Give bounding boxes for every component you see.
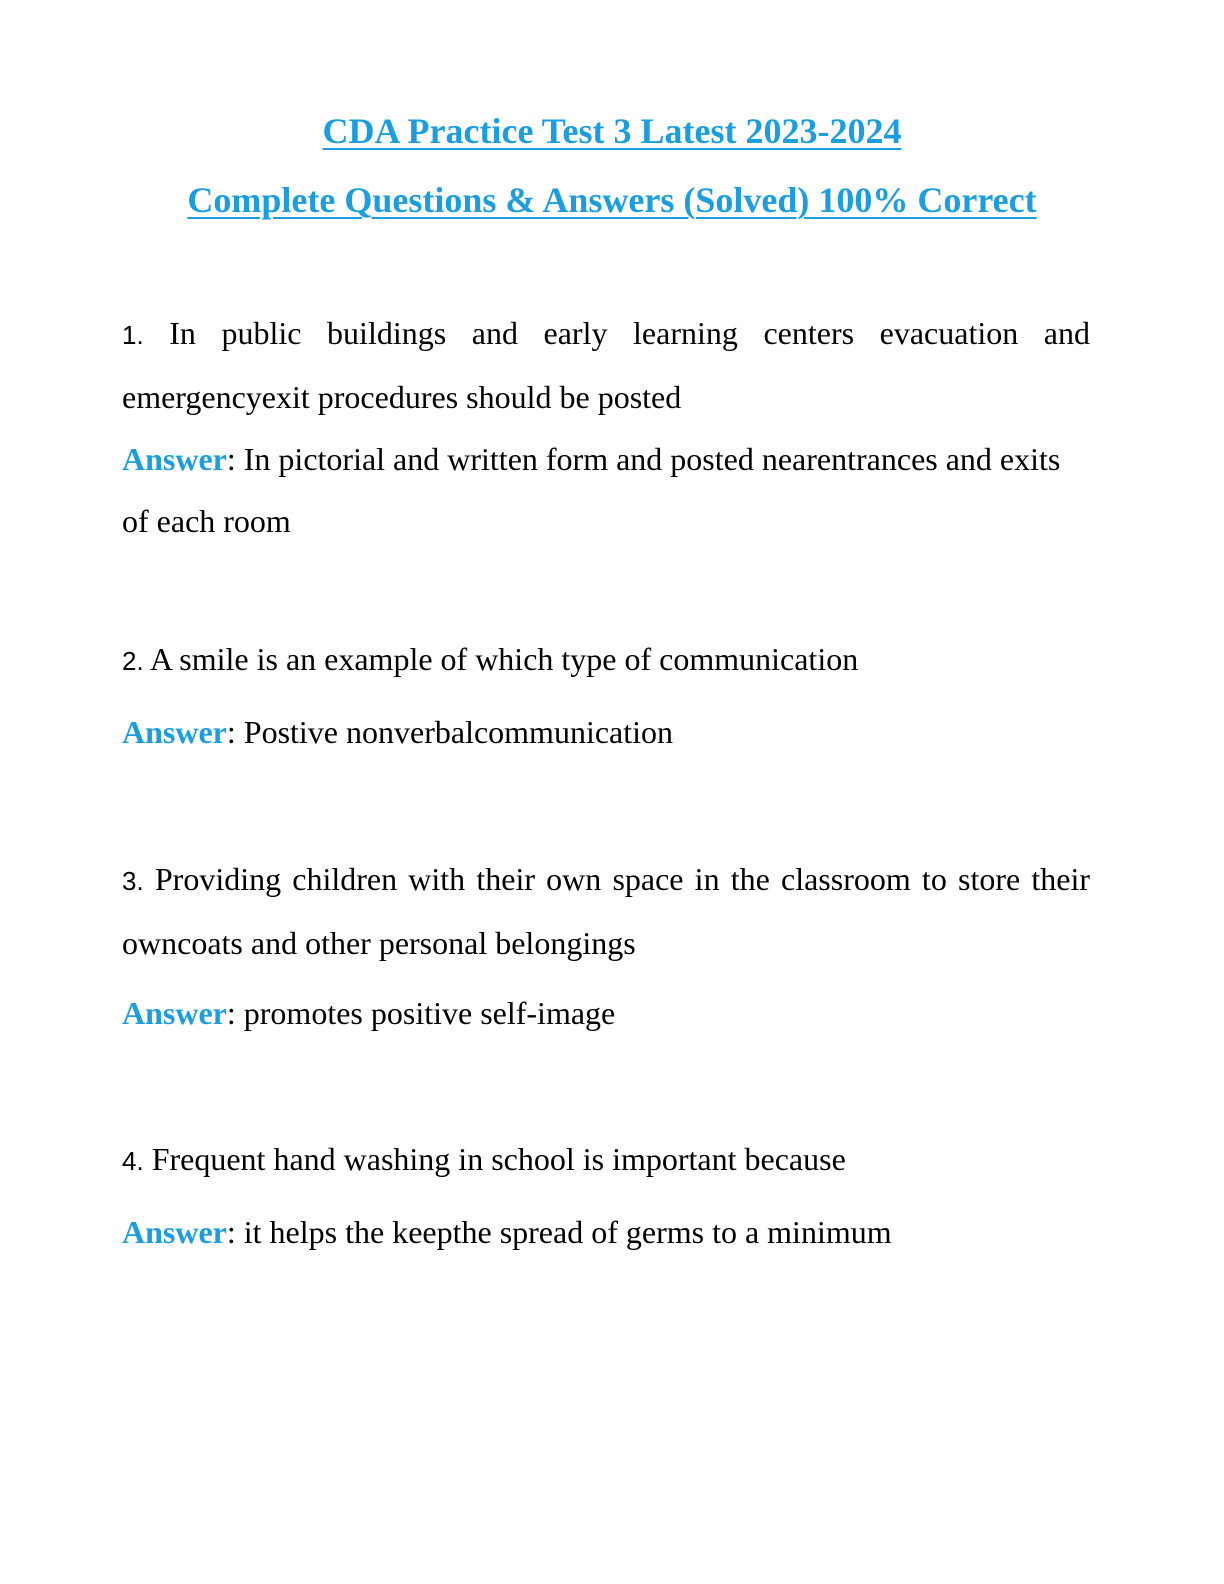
answer-separator: :	[226, 995, 244, 1031]
question-text: Frequent hand washing in school is important because	[151, 1141, 846, 1177]
answer-text: In pictorial and written form and posted nearentrances and exits of each room	[122, 441, 1061, 539]
answer-3	[122, 982, 1090, 1044]
question-1	[122, 302, 1090, 428]
answer-separator: :	[226, 1214, 244, 1250]
question-number: 1.	[122, 320, 144, 350]
answer-label: Answer	[122, 441, 227, 477]
question-number: 3.	[122, 866, 144, 896]
question-2	[122, 628, 1090, 692]
document-title-line-1: CDA Practice Test 3 Latest 2023-2024	[322, 111, 902, 151]
answer-2	[122, 701, 1090, 763]
answer-separator: :	[226, 441, 244, 477]
answer-text: it helps the keepthe spread of germs to a minimum	[243, 1214, 892, 1250]
answer-label: Answer	[122, 1214, 227, 1250]
answer-label: Answer	[122, 995, 227, 1031]
question-text: Providing children with their own space in the classroom to store their owncoats and other personal belongings	[122, 861, 1090, 961]
question-number: 4.	[122, 1146, 144, 1176]
answer-text: Postive nonverbalcommunication	[243, 714, 674, 750]
answer-4	[122, 1201, 1090, 1263]
question-text: In public buildings and early learning centers evacuation and emergencyexit procedures should be posted	[122, 315, 1091, 415]
answer-separator: :	[226, 714, 244, 750]
answer-1	[122, 428, 1090, 552]
document-title-line-2: Complete Questions & Answers (Solved) 100% Correct	[187, 180, 1037, 220]
answer-text: promotes positive self-image	[243, 995, 616, 1031]
answer-label: Answer	[122, 714, 227, 750]
question-text: A smile is an example of which type of communication	[149, 641, 859, 677]
question-3	[122, 848, 1090, 974]
question-number: 2.	[122, 646, 144, 676]
question-4	[122, 1128, 1090, 1192]
